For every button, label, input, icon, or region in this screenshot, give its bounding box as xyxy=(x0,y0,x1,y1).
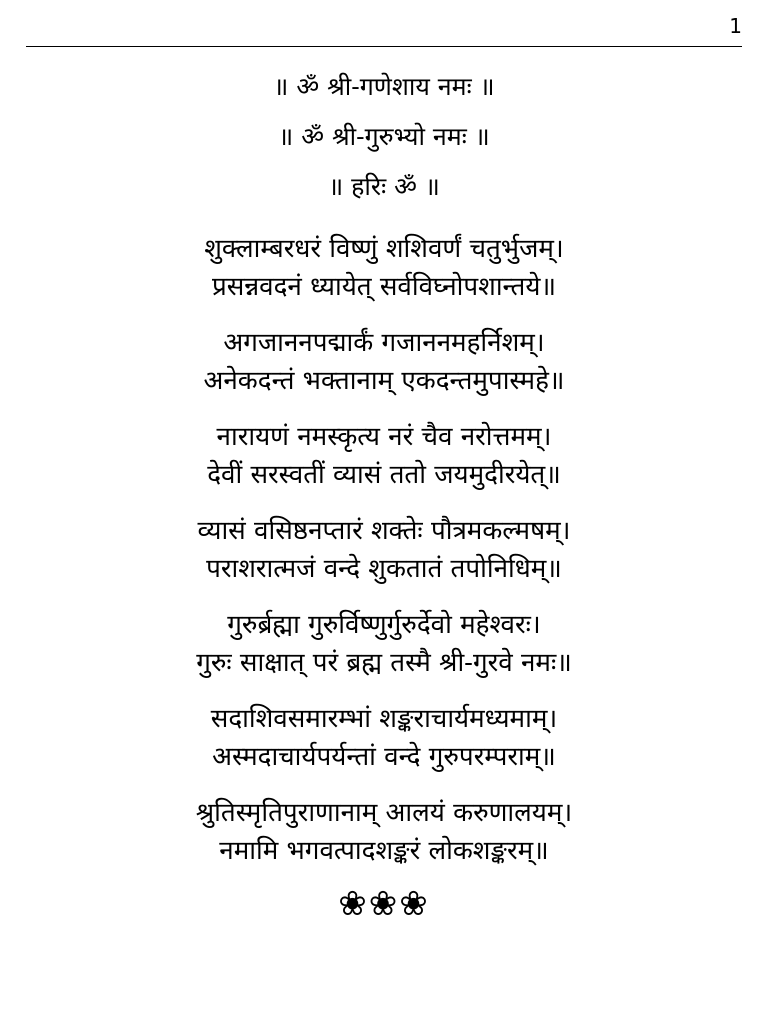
verse-line: सदाशिवसमारम्भां शङ्कराचार्यमध्यमाम्। xyxy=(210,704,558,734)
page-number: 1 xyxy=(729,14,742,38)
page-content xyxy=(0,62,768,924)
verse-line: शुक्लाम्बरधरं विष्णुं शशिवर्णं चतुर्भुजम्। xyxy=(204,234,564,264)
verse xyxy=(0,324,768,400)
verse-line: अस्मदाचार्यपर्यन्तां वन्दे गुरुपरम्पराम्॥ xyxy=(212,742,556,772)
invocation-line: ॥ हरिः ॐ ॥ xyxy=(328,172,440,201)
verse xyxy=(0,230,768,306)
verse-line: देवीं सरस्वतीं व्यासं ततो जयमुदीरयेत्॥ xyxy=(207,460,561,490)
verse-line: गुरुर्ब्रह्मा गुरुर्विष्णुर्गुरुर्देवो महेश्वरः। xyxy=(227,610,541,640)
verse-line: अनेकदन्तं भक्तानाम् एकदन्तमुपास्महे॥ xyxy=(203,366,565,396)
verse-line: श्रुतिस्मृतिपुराणानाम् आलयं करुणालयम्। xyxy=(195,798,573,828)
verse-line: व्यासं वसिष्ठनप्तारं शक्तेः पौत्रमकल्मषम्। xyxy=(197,516,571,546)
flower-ornament-icon: ❀❀❀ xyxy=(338,884,430,924)
verse xyxy=(0,512,768,588)
verse xyxy=(0,700,768,776)
verse-line: प्रसन्नवदनं ध्यायेत् सर्वविघ्नोपशान्तये॥ xyxy=(211,272,557,302)
verse-line: नमामि भगवत्पादशङ्करं लोकशङ्करम्॥ xyxy=(219,836,549,866)
verse-line: गुरुः साक्षात् परं ब्रह्म तस्मै श्री-गुरवे नमः॥ xyxy=(196,648,572,678)
verse xyxy=(0,794,768,870)
invocation-block xyxy=(0,62,768,212)
verse xyxy=(0,606,768,682)
verse-line: पराशरात्मजं वन्दे शुकतातं तपोनिधिम्॥ xyxy=(206,554,562,584)
verse xyxy=(0,418,768,494)
invocation-line: ॥ ॐ श्री-गुरुभ्यो नमः ॥ xyxy=(278,122,490,151)
verse-line: अगजाननपद्मार्कं गजाननमहर्निशम्। xyxy=(223,328,545,358)
verse-line: नारायणं नमस्कृत्य नरं चैव नरोत्तमम्। xyxy=(216,422,552,452)
header-rule xyxy=(26,46,742,47)
invocation-line: ॥ ॐ श्री-गणेशाय नमः ॥ xyxy=(273,72,495,101)
